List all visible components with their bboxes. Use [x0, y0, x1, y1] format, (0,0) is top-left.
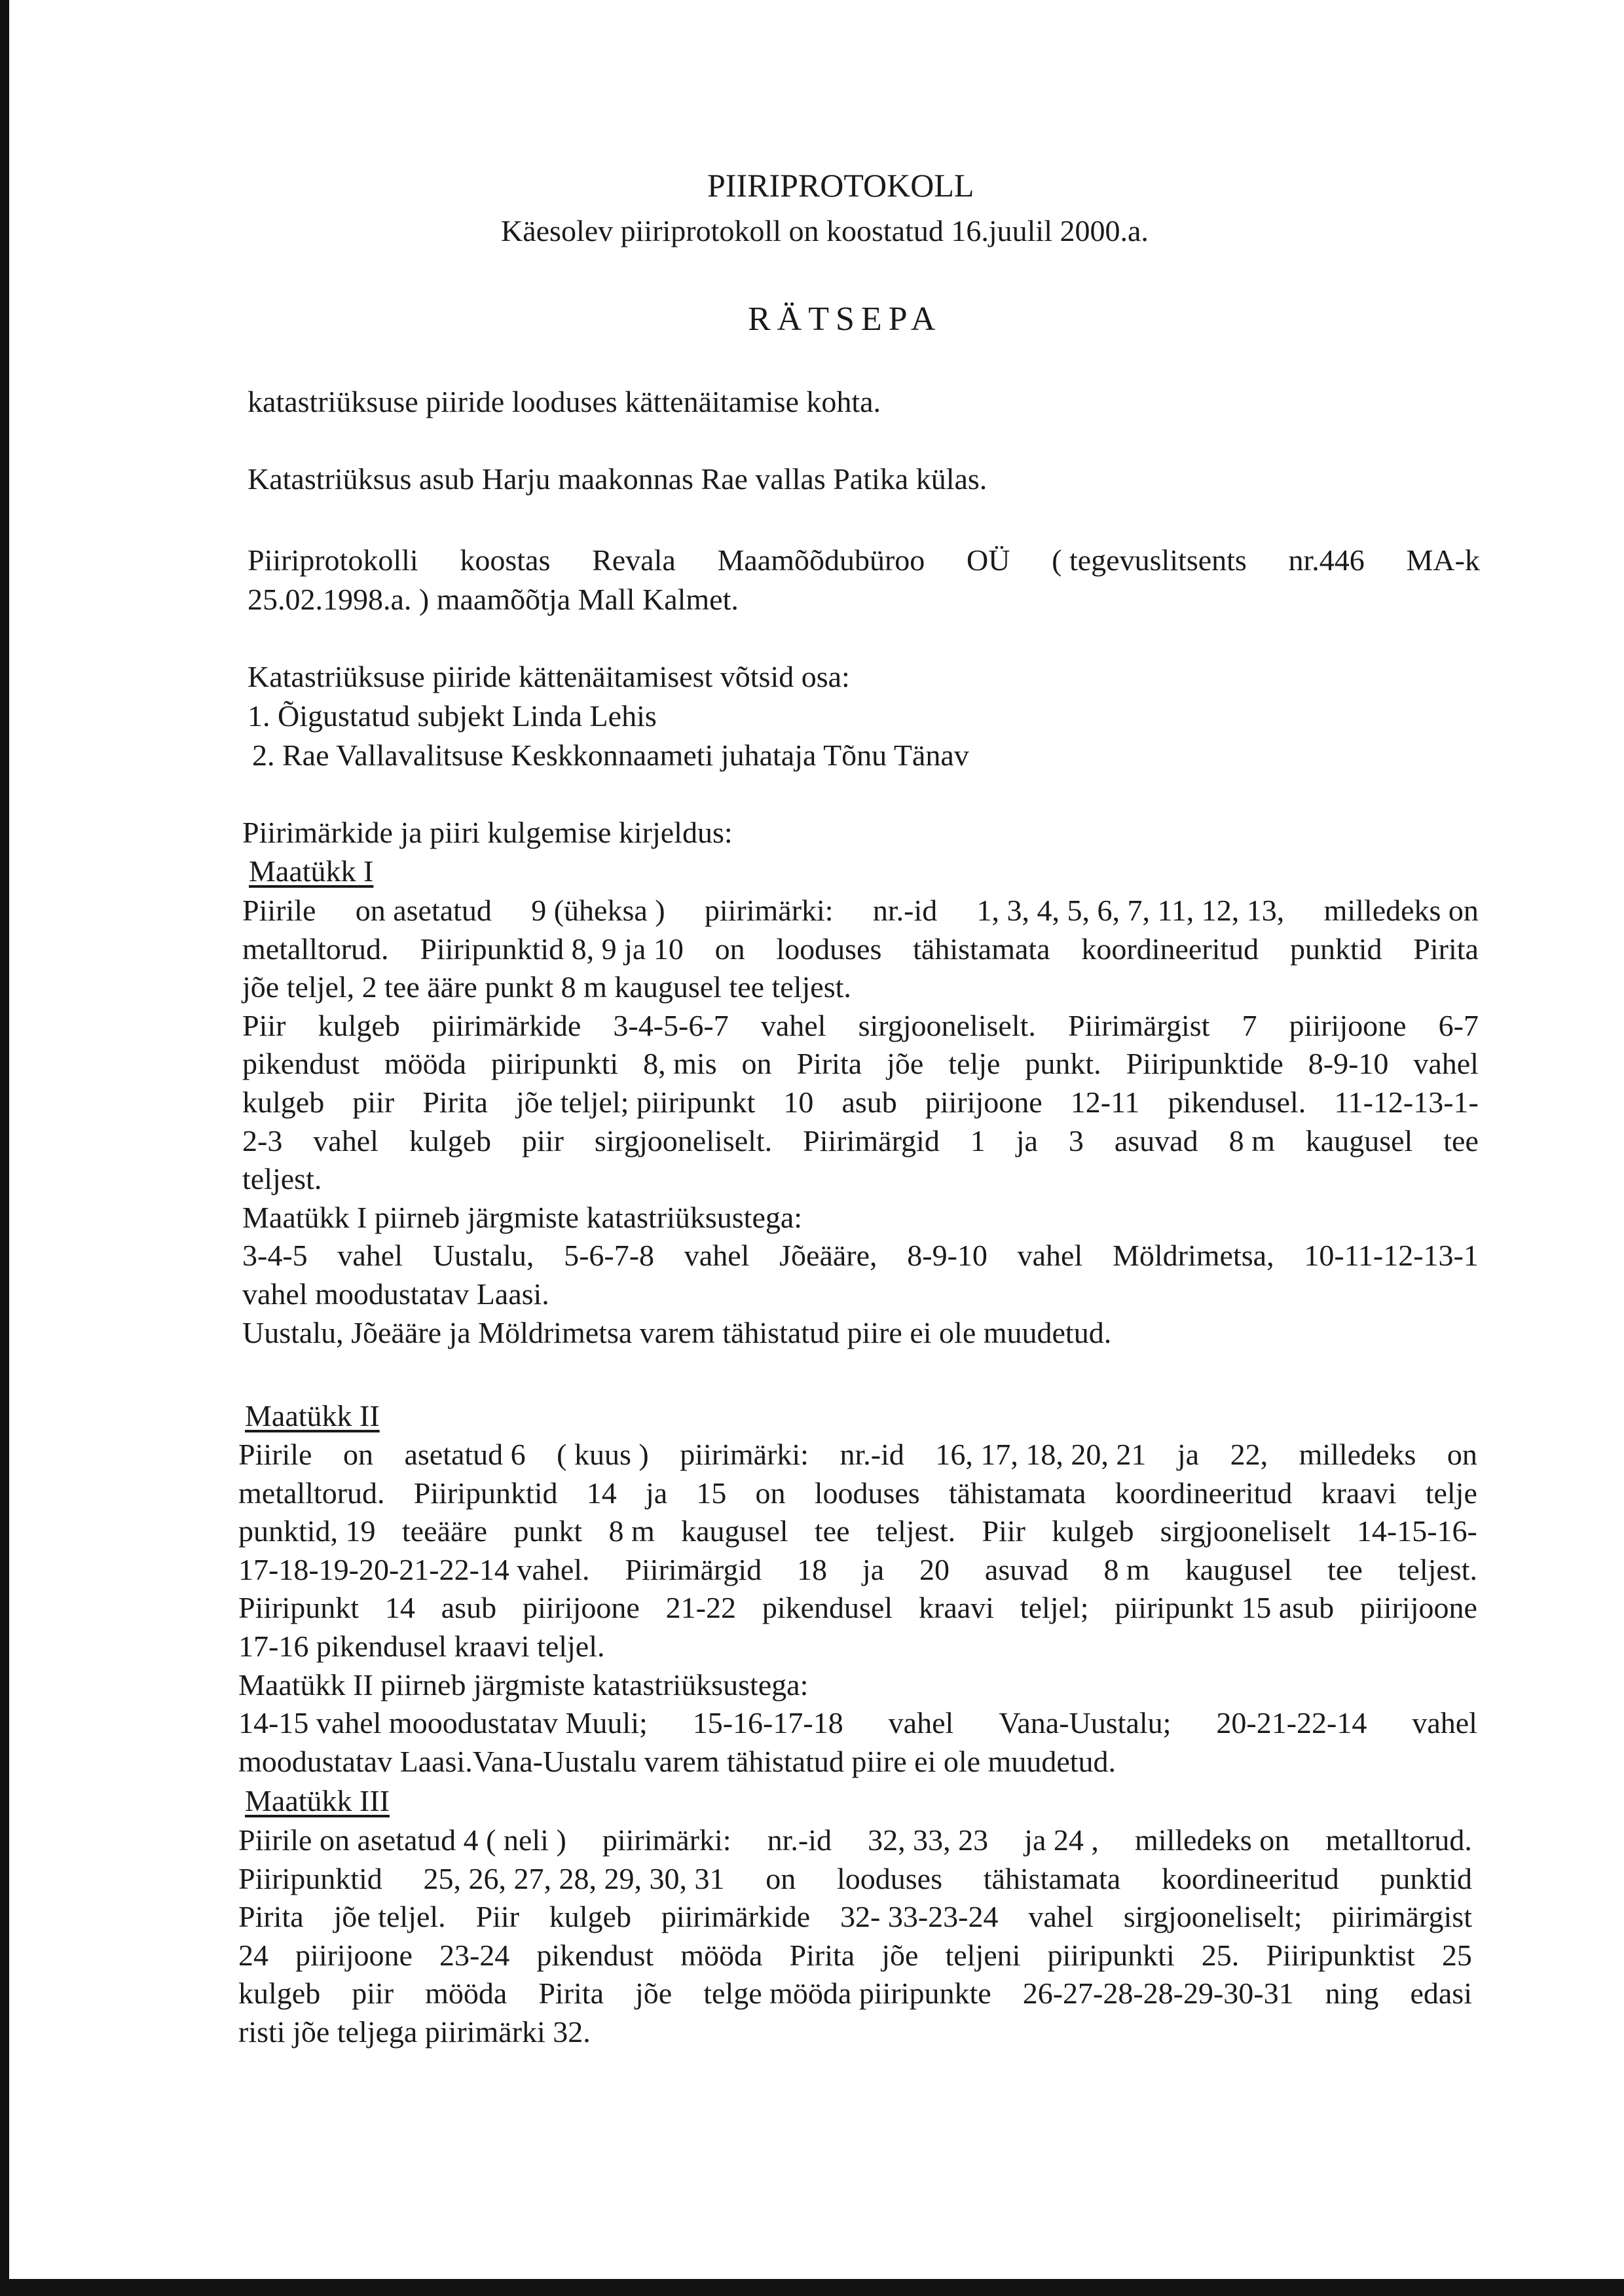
word: vahel: [684, 1239, 750, 1272]
parcel-heading: Maatükk I: [249, 854, 374, 888]
word: kraavi: [1321, 1476, 1397, 1510]
word: MA-k: [1406, 543, 1480, 577]
word: Pirita: [538, 1977, 604, 2010]
parcel-text-line: [238, 1898, 1472, 1936]
word: kulgeb: [549, 1900, 631, 1933]
word: vahel: [313, 1124, 378, 1157]
word: kulgeb: [318, 1009, 400, 1042]
word: Piiripunktid 8, 9 ja 10: [420, 932, 684, 966]
scan-border-left: [0, 0, 9, 2296]
word: nr.-id: [840, 1438, 904, 1471]
parcel-text-line: moodustatav Laasi.Vana-Uustalu varem tähistatud piire ei ole muudetud.: [238, 1745, 1116, 1778]
word: piiripunkt 15 asub: [1115, 1591, 1335, 1624]
word: piir: [352, 1977, 394, 2010]
parcel-text-line: [238, 1704, 1477, 1742]
word: jõe teljel.: [333, 1900, 446, 1933]
word: 25, 26, 27, 28, 29, 30, 31: [423, 1862, 725, 1895]
word: 10: [783, 1085, 814, 1119]
word: Vana-Uustalu;: [999, 1706, 1172, 1740]
word: Möldrimetsa,: [1113, 1239, 1274, 1272]
word: ja 24 ,: [1024, 1823, 1099, 1857]
parcel-text-line: [242, 1084, 1479, 1121]
word: 2-3: [242, 1124, 283, 1157]
word: piirijoone: [522, 1591, 640, 1624]
word: Piiriprotokolli: [248, 543, 418, 577]
word: 9 (üheksa ): [531, 894, 665, 927]
document-title: PIIRIPROTOKOLL: [707, 167, 974, 204]
parcel-text-line: [238, 1436, 1477, 1474]
word: 17-18-19-20-21-22-14 vahel.: [238, 1553, 590, 1586]
word: 8 m: [608, 1514, 655, 1548]
word: asub: [841, 1085, 897, 1119]
word: 21-22: [665, 1591, 736, 1624]
word: koordineeritud: [1081, 932, 1259, 966]
parcel-text-line: Maatükk I piirneb järgmiste katastriüksustega:: [242, 1201, 803, 1234]
word: on asetatud: [355, 894, 492, 927]
participant-1: 1. Õigustatud subjekt Linda Lehis: [248, 699, 657, 733]
parcel-text-line: [238, 1860, 1472, 1898]
word: vahel: [760, 1009, 826, 1042]
word: piirijoone: [1289, 1009, 1407, 1042]
word: kaugusel: [1185, 1553, 1293, 1586]
word: looduses: [776, 932, 882, 966]
parcel-text-line: [242, 1122, 1479, 1160]
parcel-text-line: [238, 1975, 1472, 2013]
word: 7: [1242, 1009, 1257, 1042]
word: telje: [948, 1047, 1001, 1080]
word: Jõeääre,: [779, 1239, 877, 1272]
parcel-text-line: [238, 1474, 1477, 1512]
word: Piiripunktid: [238, 1862, 382, 1895]
word: telje: [1425, 1476, 1477, 1510]
word: punkt.: [1025, 1047, 1101, 1080]
word: 32- 33-23-24: [840, 1900, 999, 1933]
word: 8 m: [1228, 1124, 1275, 1157]
parcel-text-line: [242, 1007, 1479, 1045]
parcel-text-line: Uustalu, Jõeääre ja Möldrimetsa varem tähistatud piire ei ole muudetud.: [242, 1316, 1112, 1349]
word: ja: [1016, 1124, 1038, 1157]
word: teljest.: [1397, 1553, 1477, 1586]
word: pikendust: [536, 1939, 654, 1972]
word: jõe: [887, 1047, 924, 1080]
word: 20: [919, 1553, 950, 1586]
word: Uustalu,: [432, 1239, 534, 1272]
word: vahel: [337, 1239, 403, 1272]
parcel-text-line: teljest.: [242, 1162, 322, 1195]
word: pikendust: [242, 1047, 360, 1080]
word: Maamõõdubüroo: [717, 543, 925, 577]
word: ja: [862, 1553, 885, 1586]
word: piirimärgist: [1332, 1900, 1472, 1933]
word: asub: [441, 1591, 497, 1624]
word: Pirita: [789, 1939, 855, 1972]
word: piirimärki:: [602, 1823, 731, 1857]
word: kulgeb: [409, 1124, 492, 1157]
word: sirgjooneliselt.: [594, 1124, 773, 1157]
participants-heading: Katastriüksuse piiride kättenäitamisest võtsid osa:: [248, 660, 850, 693]
scan-border-bottom: [0, 2279, 1624, 2296]
word: piirijoone: [1360, 1591, 1477, 1624]
word: 14: [586, 1476, 617, 1510]
word: 14-15-16-: [1356, 1514, 1477, 1548]
word: mööda: [680, 1939, 763, 1972]
word: koordineeritud: [1115, 1476, 1293, 1510]
word: tähistamata: [983, 1862, 1121, 1895]
word: Piiripunkt: [238, 1591, 360, 1624]
parcel-text-line: [238, 1937, 1472, 1975]
word: 1, 3, 4, 5, 6, 7, 11, 12, 13,: [976, 894, 1285, 927]
word: piirijoone: [295, 1939, 413, 1972]
word: teeääre: [401, 1514, 488, 1548]
word: mööda: [384, 1047, 467, 1080]
word: kaugusel: [1305, 1124, 1413, 1157]
word: vahel: [1413, 1047, 1479, 1080]
word: 26-27-28-28-29-30-31: [1022, 1977, 1294, 2010]
word: looduses: [814, 1476, 920, 1510]
compiler-line-continued: 25.02.1998.a. ) maamõõtja Mall Kalmet.: [248, 583, 739, 616]
parcel-text-line: [238, 1512, 1477, 1550]
word: sirgjooneliselt.: [858, 1009, 1036, 1042]
word: tähistamata: [948, 1476, 1086, 1510]
word: metalltorud.: [1325, 1823, 1472, 1857]
property-name: RÄTSEPA: [748, 301, 942, 338]
word: 1: [970, 1124, 986, 1157]
word: teljest.: [876, 1514, 956, 1548]
word: Piirimärgid: [803, 1124, 940, 1157]
word: telge mööda piiripunkte: [703, 1977, 991, 2010]
word: looduses: [836, 1862, 942, 1895]
word: piirijoone: [925, 1085, 1043, 1119]
parcel-text-line: [238, 1821, 1472, 1859]
date-line: Käesolev piiriprotokoll on koostatud 16.juulil 2000.a.: [501, 214, 1149, 247]
parcel-text-line: [242, 1237, 1479, 1275]
word: on: [1447, 1438, 1477, 1471]
word: Piir: [242, 1009, 286, 1042]
word: tee: [1327, 1553, 1363, 1586]
word: Piirile on asetatud 4 ( neli ): [238, 1823, 566, 1857]
word: metalltorud.: [242, 932, 389, 966]
word: kraavi: [919, 1591, 994, 1624]
word: nr.446: [1288, 543, 1365, 577]
word: piirimärki:: [680, 1438, 809, 1471]
word: Pirita: [422, 1085, 488, 1119]
word: 3: [1068, 1124, 1084, 1157]
word: jõe: [881, 1939, 919, 1972]
word: 5-6-7-8: [564, 1239, 655, 1272]
word: piirimärki:: [704, 894, 834, 927]
word: 3-4-5: [242, 1239, 308, 1272]
intro-line: katastriüksuse piiride looduses kättenäitamise kohta.: [248, 385, 881, 418]
parcel-text-line: [238, 1589, 1477, 1627]
word: asuvad: [984, 1553, 1069, 1586]
word: 12-11: [1070, 1085, 1140, 1119]
word: milledeks on: [1323, 894, 1479, 927]
word: 3-4-5-6-7: [613, 1009, 729, 1042]
word: Piiripunktist: [1266, 1939, 1415, 1972]
word: 8-9-10: [907, 1239, 987, 1272]
word: asuvad: [1114, 1124, 1198, 1157]
word: punktid: [1289, 932, 1382, 966]
word: piir: [352, 1085, 395, 1119]
word: 6-7: [1438, 1009, 1479, 1042]
word: ja: [1177, 1438, 1200, 1471]
location-line: Katastriüksus asub Harju maakonnas Rae vallas Patika külas.: [248, 462, 987, 496]
word: 14: [384, 1591, 415, 1624]
description-heading: Piirimärkide ja piiri kulgemise kirjeldus:: [242, 816, 733, 849]
word: piiripunkti: [490, 1047, 619, 1080]
word: 14-15 vahel mooodustatav Muuli;: [238, 1706, 648, 1740]
word: 11-12-13-1-: [1334, 1085, 1479, 1119]
word: pikendusel.: [1168, 1085, 1306, 1119]
word: ja: [645, 1476, 668, 1510]
word: nr.-id: [767, 1823, 832, 1857]
word: sirgjooneliselt: [1160, 1514, 1331, 1548]
word: ning: [1325, 1977, 1379, 2010]
word: asetatud 6: [404, 1438, 526, 1471]
word: piiripunkti: [1047, 1939, 1175, 1972]
word: jõe teljel; piiripunkt: [515, 1085, 756, 1119]
word: Piirile: [238, 1438, 312, 1471]
word: Piiripunktide: [1126, 1047, 1283, 1080]
word: teljel;: [1020, 1591, 1089, 1624]
word: edasi: [1410, 1977, 1472, 2010]
word: 25: [1441, 1939, 1472, 1972]
parcel-text-line: [238, 1551, 1477, 1589]
word: 18: [797, 1553, 828, 1586]
word: 20-21-22-14: [1216, 1706, 1367, 1740]
word: milledeks on: [1134, 1823, 1290, 1857]
word: Pirita: [238, 1900, 304, 1933]
word: 10-11-12-13-1: [1304, 1239, 1479, 1272]
word: Piiripunktid: [413, 1476, 558, 1510]
word: 15: [696, 1476, 727, 1510]
word: piir: [522, 1124, 564, 1157]
word: kulgeb: [238, 1977, 321, 2010]
word: Piirimärgid: [625, 1553, 762, 1586]
word: on: [741, 1047, 772, 1080]
word: ( tegevuslitsents: [1052, 543, 1247, 577]
word: on: [714, 932, 745, 966]
word: 23-24: [439, 1939, 510, 1972]
word: 8-9-10: [1308, 1047, 1389, 1080]
parcel-text-line: 17-16 pikendusel kraavi teljel.: [238, 1630, 605, 1663]
word: Pirita: [796, 1047, 862, 1080]
word: koordineeritud: [1161, 1862, 1339, 1895]
word: punktid: [1380, 1862, 1472, 1895]
word: 22,: [1230, 1438, 1268, 1471]
word: punktid, 19: [238, 1514, 376, 1548]
parcel-text-line: Maatükk II piirneb järgmiste katastriüksustega:: [238, 1668, 809, 1702]
compiler-line: [248, 541, 1480, 579]
word: 16, 17, 18, 20, 21: [935, 1438, 1147, 1471]
word: milledeks: [1299, 1438, 1416, 1471]
parcel-heading: Maatükk III: [245, 1784, 390, 1817]
word: metalltorud.: [238, 1476, 385, 1510]
word: Piir: [982, 1514, 1025, 1548]
word: punkt: [513, 1514, 583, 1548]
word: tee: [1443, 1124, 1479, 1157]
word: koostas: [460, 543, 551, 577]
word: teljeni: [945, 1939, 1021, 1972]
word: tee: [814, 1514, 850, 1548]
word: sirgjooneliselt;: [1123, 1900, 1302, 1933]
parcel-text-line: vahel moodustatav Laasi.: [242, 1277, 549, 1311]
word: nr.-id: [872, 894, 938, 927]
word: 32, 33, 23: [868, 1823, 989, 1857]
word: Piir: [475, 1900, 519, 1933]
word: OÜ: [967, 543, 1010, 577]
word: mööda: [425, 1977, 507, 2010]
word: Revala: [592, 543, 676, 577]
parcel-text-line: [242, 1045, 1479, 1083]
word: on: [342, 1438, 373, 1471]
word: Pirita: [1413, 932, 1479, 966]
word: piirimärkide: [432, 1009, 581, 1042]
word: on: [766, 1862, 796, 1895]
word: Piirimärgist: [1068, 1009, 1210, 1042]
word: ( kuus ): [557, 1438, 649, 1471]
word: kulgeb: [242, 1085, 325, 1119]
word: vahel: [888, 1706, 954, 1740]
word: Piirile: [242, 894, 316, 927]
word: pikendusel: [762, 1591, 893, 1624]
parcel-heading: Maatükk II: [245, 1399, 380, 1432]
participant-2: 2. Rae Vallavalitsuse Keskkonnaameti juhataja Tõnu Tänav: [252, 738, 969, 772]
parcel-text-line: risti jõe teljega piirimärki 32.: [238, 2015, 591, 2049]
parcel-text-line: jõe teljel, 2 tee ääre punkt 8 m kaugusel tee teljest.: [242, 970, 851, 1004]
parcel-text-line: [242, 930, 1479, 968]
word: vahel: [1412, 1706, 1477, 1740]
word: kulgeb: [1052, 1514, 1134, 1548]
word: 15-16-17-18: [692, 1706, 843, 1740]
parcel-text-line: [242, 892, 1479, 930]
word: 8, mis: [643, 1047, 717, 1080]
word: 25.: [1201, 1939, 1240, 1972]
word: on: [755, 1476, 786, 1510]
word: jõe: [635, 1977, 673, 2010]
word: kaugusel: [681, 1514, 788, 1548]
word: vahel: [1017, 1239, 1083, 1272]
word: vahel: [1028, 1900, 1094, 1933]
word: tähistamata: [913, 932, 1050, 966]
word: 8 m: [1103, 1553, 1150, 1586]
word: 24: [238, 1939, 268, 1972]
word: piirimärkide: [661, 1900, 811, 1933]
